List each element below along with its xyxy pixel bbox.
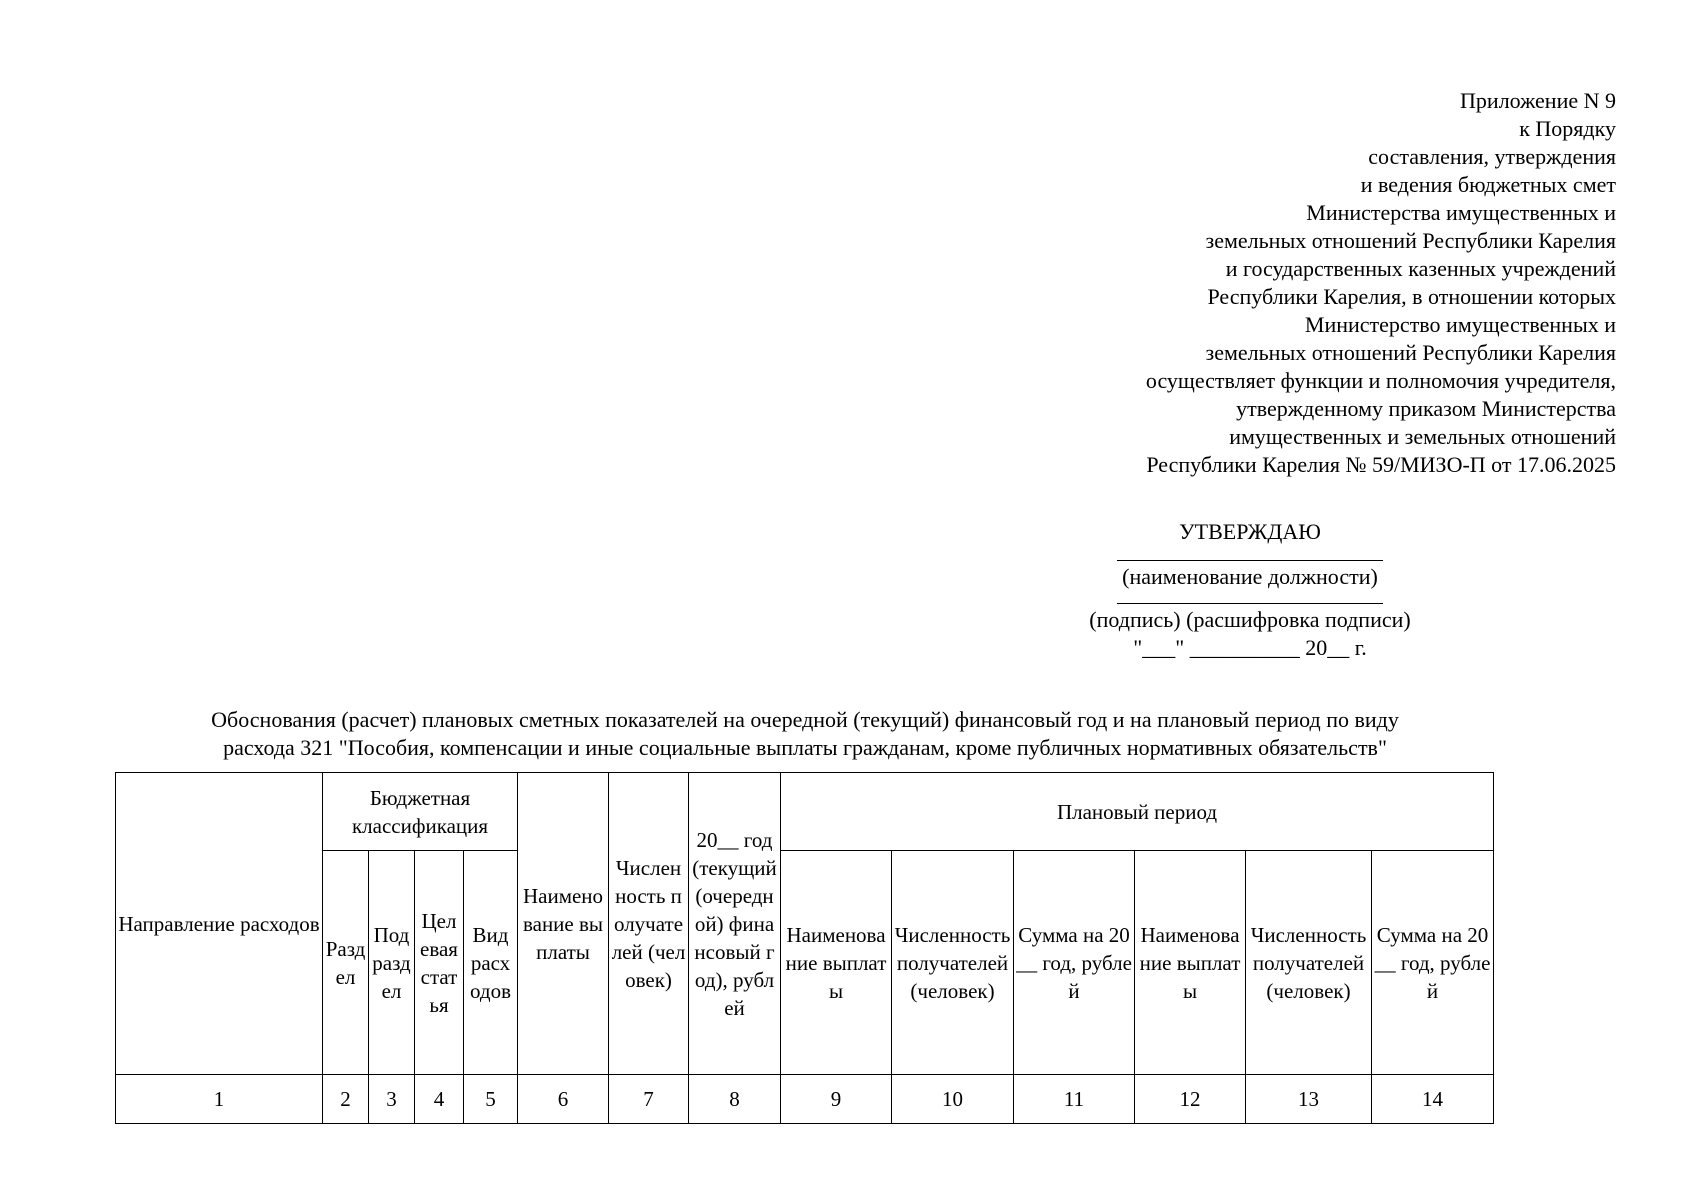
calculation-table bbox=[115, 772, 1494, 1124]
annex-line: Республики Карелия № 59/МИЗО-П от 17.06.2025 bbox=[1146, 452, 1616, 477]
document-title bbox=[115, 706, 1495, 762]
signature-line bbox=[1117, 603, 1383, 604]
annex-line: Приложение N 9 bbox=[1460, 88, 1616, 113]
column-number: 2 bbox=[323, 1075, 369, 1124]
header-planning-period: Плановый период bbox=[781, 773, 1494, 851]
annex-line: Министерства имущественных и bbox=[1306, 200, 1616, 225]
column-number: 10 bbox=[892, 1075, 1014, 1124]
signature-caption: (подпись) (расшифровка подписи) bbox=[1089, 607, 1411, 632]
annex-line: утвержденному приказом Министерства bbox=[1236, 396, 1616, 421]
column-number-row bbox=[116, 1075, 1494, 1124]
annex-header bbox=[936, 87, 1616, 479]
column-number: 8 bbox=[689, 1075, 781, 1124]
date-line: "___" __________ 20__ г. bbox=[1133, 635, 1367, 660]
annex-line: осуществляет функции и полномочия учредителя, bbox=[1145, 368, 1616, 393]
column-number: 5 bbox=[464, 1075, 518, 1124]
column-number: 6 bbox=[518, 1075, 609, 1124]
annex-line: земельных отношений Республики Карелия bbox=[1205, 228, 1616, 253]
column-number: 11 bbox=[1014, 1075, 1135, 1124]
header-pp2-sum: Сумма на 20__ год, рублей bbox=[1372, 851, 1494, 1075]
header-pp1-payment-name: Наименование выплаты bbox=[781, 851, 892, 1075]
header-section: Раздел bbox=[323, 851, 369, 1075]
annex-line: и государственных казенных учреждений bbox=[1225, 256, 1616, 281]
column-number: 9 bbox=[781, 1075, 892, 1124]
title-line-2: расхода 321 "Пособия, компенсации и иные социальные выплаты гражданам, кроме публичных нормативных обязательств" bbox=[223, 735, 1387, 760]
header-pp1-recipients: Численность получателей (человек) bbox=[892, 851, 1014, 1075]
title-line-1: Обоснования (расчет) плановых сметных показателей на очередной (текущий) финансовый год и на плановый период по виду bbox=[211, 707, 1399, 732]
column-number: 7 bbox=[609, 1075, 689, 1124]
annex-line: Министерство имущественных и bbox=[1304, 312, 1616, 337]
header-current-year: 20__ год (текущий (очередной) финансовый год), рублей bbox=[689, 773, 781, 1075]
column-number: 3 bbox=[369, 1075, 415, 1124]
annex-line: составления, утверждения bbox=[1368, 144, 1616, 169]
approval-block bbox=[1060, 518, 1440, 662]
header-pp1-sum: Сумма на 20__ год, рублей bbox=[1014, 851, 1135, 1075]
approval-heading: УТВЕРЖДАЮ bbox=[1179, 519, 1321, 544]
column-number: 4 bbox=[415, 1075, 464, 1124]
header-pp2-payment-name: Наименование выплаты bbox=[1135, 851, 1246, 1075]
annex-line: земельных отношений Республики Карелия bbox=[1205, 340, 1616, 365]
position-line bbox=[1117, 560, 1383, 561]
column-number: 12 bbox=[1135, 1075, 1246, 1124]
header-subsection: Подраздел bbox=[369, 851, 415, 1075]
annex-line: и ведения бюджетных смет bbox=[1360, 172, 1616, 197]
header-direction: Направление расходов bbox=[116, 773, 323, 1075]
column-number: 1 bbox=[116, 1075, 323, 1124]
header-payment-name: Наименование выплаты bbox=[518, 773, 609, 1075]
annex-line: имущественных и земельных отношений bbox=[1229, 424, 1616, 449]
column-number: 13 bbox=[1246, 1075, 1372, 1124]
column-number: 14 bbox=[1372, 1075, 1494, 1124]
annex-line: к Порядку bbox=[1519, 116, 1616, 141]
position-caption: (наименование должности) bbox=[1122, 564, 1378, 589]
header-recipients-count: Численность получателей (человек) bbox=[609, 773, 689, 1075]
header-expense-type: Вид расходов bbox=[464, 851, 518, 1075]
header-budget-classification: Бюджетная классификация bbox=[323, 773, 518, 851]
header-pp2-recipients: Численность получателей (человек) bbox=[1246, 851, 1372, 1075]
header-target-article: Целевая статья bbox=[415, 851, 464, 1075]
annex-line: Республики Карелия, в отношении которых bbox=[1207, 284, 1616, 309]
